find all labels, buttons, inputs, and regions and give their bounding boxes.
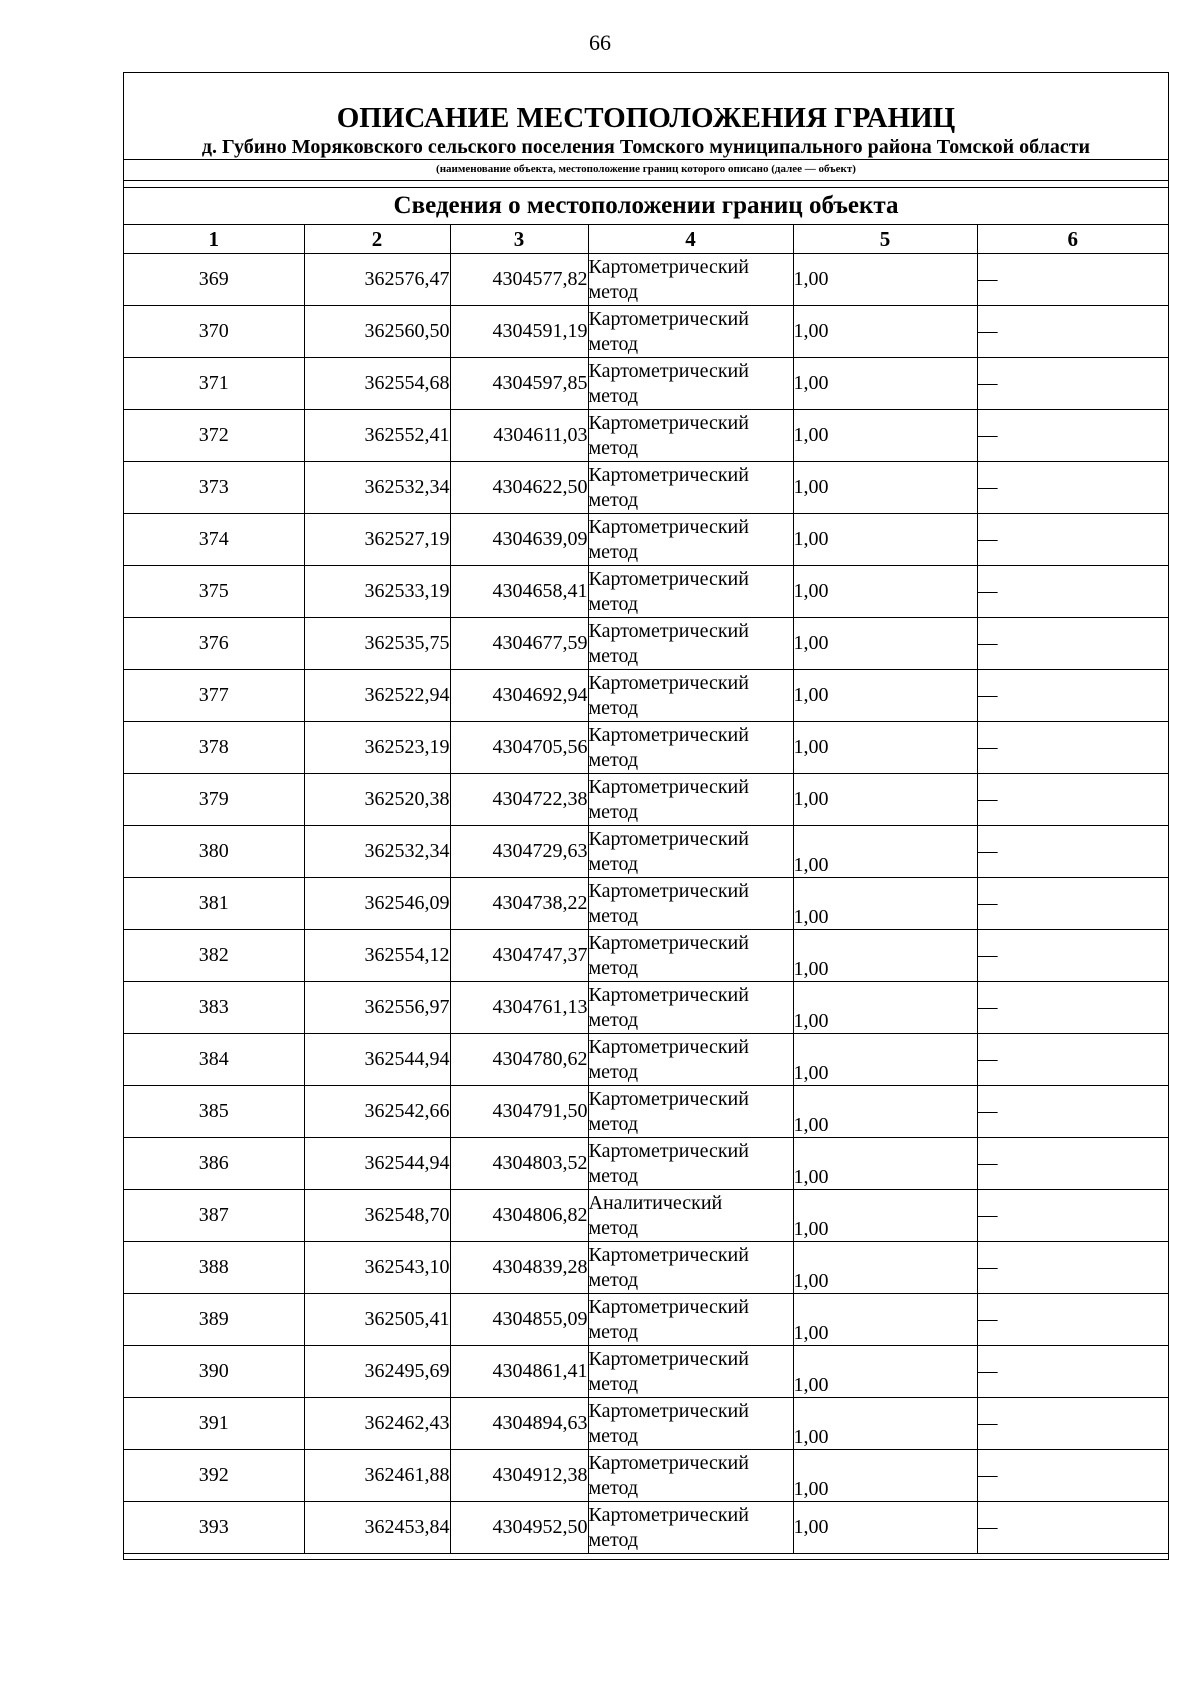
method-name: Картометрический bbox=[588, 1035, 749, 1058]
method-name: Картометрический bbox=[588, 1503, 749, 1526]
point-number-cell: 381 bbox=[124, 878, 304, 930]
column-header: 1 bbox=[124, 225, 304, 254]
description-cell: — bbox=[977, 1034, 1168, 1086]
method-word: метод bbox=[588, 904, 639, 927]
method-cell bbox=[588, 1294, 793, 1346]
point-number-cell: 370 bbox=[124, 306, 304, 358]
method-word: метод bbox=[588, 540, 639, 563]
description-cell: — bbox=[977, 618, 1168, 670]
description-cell: — bbox=[977, 1242, 1168, 1294]
point-number-cell: 388 bbox=[124, 1242, 304, 1294]
point-number-cell: 389 bbox=[124, 1294, 304, 1346]
method-name: Картометрический bbox=[588, 619, 749, 642]
method-word: метод bbox=[588, 852, 639, 875]
method-cell bbox=[588, 722, 793, 774]
x-coordinate-cell: 362520,38 bbox=[304, 774, 450, 826]
precision-cell: 1,00 bbox=[793, 618, 977, 670]
method-cell bbox=[588, 462, 793, 514]
point-number-cell: 369 bbox=[124, 254, 304, 306]
point-number-cell: 386 bbox=[124, 1138, 304, 1190]
method-word: метод bbox=[588, 1216, 639, 1239]
description-cell: — bbox=[977, 1086, 1168, 1138]
table-row bbox=[124, 982, 1168, 1034]
point-number-cell: 387 bbox=[124, 1190, 304, 1242]
table-row bbox=[124, 1450, 1168, 1502]
point-number-cell: 393 bbox=[124, 1502, 304, 1554]
method-cell bbox=[588, 774, 793, 826]
method-word: метод bbox=[588, 1164, 639, 1187]
document-title: ОПИСАНИЕ МЕСТОПОЛОЖЕНИЯ ГРАНИЦ bbox=[336, 102, 956, 134]
method-word: метод bbox=[588, 1424, 639, 1447]
method-name: Картометрический bbox=[588, 983, 749, 1006]
method-name: Картометрический bbox=[588, 359, 749, 382]
y-coordinate-cell: 4304861,41 bbox=[450, 1346, 588, 1398]
table-row bbox=[124, 462, 1168, 514]
table-row bbox=[124, 410, 1168, 462]
precision-cell: 1,00 bbox=[793, 1190, 977, 1242]
point-number-cell: 392 bbox=[124, 1450, 304, 1502]
y-coordinate-cell: 4304803,52 bbox=[450, 1138, 588, 1190]
description-cell: — bbox=[977, 670, 1168, 722]
table-row bbox=[124, 1502, 1168, 1554]
method-word: метод bbox=[588, 1060, 639, 1083]
point-number-cell: 390 bbox=[124, 1346, 304, 1398]
description-cell: — bbox=[977, 566, 1168, 618]
table-header-row bbox=[124, 225, 1168, 254]
x-coordinate-cell: 362554,68 bbox=[304, 358, 450, 410]
x-coordinate-cell: 362522,94 bbox=[304, 670, 450, 722]
x-coordinate-cell: 362556,97 bbox=[304, 982, 450, 1034]
method-name: Картометрический bbox=[588, 411, 749, 434]
point-number-cell: 372 bbox=[124, 410, 304, 462]
method-name: Картометрический bbox=[588, 1347, 749, 1370]
method-cell bbox=[588, 1190, 793, 1242]
point-number-cell: 377 bbox=[124, 670, 304, 722]
precision-cell: 1,00 bbox=[793, 1034, 977, 1086]
table-row bbox=[124, 1242, 1168, 1294]
x-coordinate-cell: 362548,70 bbox=[304, 1190, 450, 1242]
method-word: метод bbox=[588, 748, 639, 771]
method-cell bbox=[588, 514, 793, 566]
method-name: Картометрический bbox=[588, 931, 749, 954]
point-number-cell: 384 bbox=[124, 1034, 304, 1086]
description-cell: — bbox=[977, 826, 1168, 878]
precision-cell: 1,00 bbox=[793, 254, 977, 306]
precision-cell: 1,00 bbox=[793, 1086, 977, 1138]
description-cell: — bbox=[977, 306, 1168, 358]
precision-cell: 1,00 bbox=[793, 1398, 977, 1450]
method-word: метод bbox=[588, 956, 639, 979]
method-word: метод bbox=[588, 696, 639, 719]
x-coordinate-cell: 362533,19 bbox=[304, 566, 450, 618]
column-header: 4 bbox=[588, 225, 793, 254]
description-cell: — bbox=[977, 930, 1168, 982]
x-coordinate-cell: 362535,75 bbox=[304, 618, 450, 670]
table-row bbox=[124, 358, 1168, 410]
x-coordinate-cell: 362552,41 bbox=[304, 410, 450, 462]
point-number-cell: 379 bbox=[124, 774, 304, 826]
y-coordinate-cell: 4304912,38 bbox=[450, 1450, 588, 1502]
precision-cell: 1,00 bbox=[793, 306, 977, 358]
method-word: метод bbox=[588, 644, 639, 667]
x-coordinate-cell: 362462,43 bbox=[304, 1398, 450, 1450]
y-coordinate-cell: 4304747,37 bbox=[450, 930, 588, 982]
object-name-caption: (наименование объекта, местоположение границ которого описано (далее — объект) bbox=[436, 163, 856, 175]
method-cell bbox=[588, 1346, 793, 1398]
method-cell bbox=[588, 826, 793, 878]
boundary-description-frame bbox=[123, 72, 1169, 1560]
description-cell: — bbox=[977, 358, 1168, 410]
table-row bbox=[124, 826, 1168, 878]
method-word: метод bbox=[588, 280, 639, 303]
method-name: Картометрический bbox=[588, 567, 749, 590]
method-cell bbox=[588, 1086, 793, 1138]
precision-cell: 1,00 bbox=[793, 566, 977, 618]
table-row bbox=[124, 1346, 1168, 1398]
method-name: Картометрический bbox=[588, 671, 749, 694]
precision-cell: 1,00 bbox=[793, 826, 977, 878]
table-row bbox=[124, 1398, 1168, 1450]
method-word: метод bbox=[588, 1112, 639, 1135]
description-cell: — bbox=[977, 878, 1168, 930]
precision-cell: 1,00 bbox=[793, 1502, 977, 1554]
object-name: д. Губино Моряковского сельского поселения Томского муниципального района Томской области bbox=[124, 135, 1168, 160]
table-row bbox=[124, 566, 1168, 618]
precision-cell: 1,00 bbox=[793, 1138, 977, 1190]
method-name: Картометрический bbox=[588, 515, 749, 538]
method-name: Картометрический bbox=[588, 1139, 749, 1162]
x-coordinate-cell: 362544,94 bbox=[304, 1138, 450, 1190]
method-word: метод bbox=[588, 592, 639, 615]
method-word: метод bbox=[588, 1476, 639, 1499]
column-header: 6 bbox=[977, 225, 1168, 254]
method-name: Картометрический bbox=[588, 775, 749, 798]
method-name: Картометрический bbox=[588, 723, 749, 746]
precision-cell: 1,00 bbox=[793, 410, 977, 462]
precision-cell: 1,00 bbox=[793, 930, 977, 982]
description-cell: — bbox=[977, 1294, 1168, 1346]
table-row bbox=[124, 774, 1168, 826]
method-word: метод bbox=[588, 332, 639, 355]
y-coordinate-cell: 4304705,56 bbox=[450, 722, 588, 774]
table-row bbox=[124, 1086, 1168, 1138]
method-cell bbox=[588, 358, 793, 410]
method-cell bbox=[588, 566, 793, 618]
method-word: метод bbox=[588, 1320, 639, 1343]
method-word: метод bbox=[588, 1008, 639, 1031]
y-coordinate-cell: 4304738,22 bbox=[450, 878, 588, 930]
point-number-cell: 380 bbox=[124, 826, 304, 878]
point-number-cell: 375 bbox=[124, 566, 304, 618]
description-cell: — bbox=[977, 1450, 1168, 1502]
table-row bbox=[124, 1034, 1168, 1086]
precision-cell: 1,00 bbox=[793, 722, 977, 774]
x-coordinate-cell: 362546,09 bbox=[304, 878, 450, 930]
precision-cell: 1,00 bbox=[793, 1242, 977, 1294]
description-cell: — bbox=[977, 1190, 1168, 1242]
description-cell: — bbox=[977, 1398, 1168, 1450]
y-coordinate-cell: 4304597,85 bbox=[450, 358, 588, 410]
precision-cell: 1,00 bbox=[793, 670, 977, 722]
table-row bbox=[124, 722, 1168, 774]
method-name: Картометрический bbox=[588, 1399, 749, 1422]
method-name: Картометрический bbox=[588, 1295, 749, 1318]
precision-cell: 1,00 bbox=[793, 1294, 977, 1346]
table-row bbox=[124, 1138, 1168, 1190]
precision-cell: 1,00 bbox=[793, 774, 977, 826]
description-cell: — bbox=[977, 774, 1168, 826]
y-coordinate-cell: 4304722,38 bbox=[450, 774, 588, 826]
method-name: Картометрический bbox=[588, 463, 749, 486]
point-number-cell: 376 bbox=[124, 618, 304, 670]
table-row bbox=[124, 670, 1168, 722]
method-cell bbox=[588, 670, 793, 722]
point-number-cell: 382 bbox=[124, 930, 304, 982]
description-cell: — bbox=[977, 410, 1168, 462]
method-cell bbox=[588, 878, 793, 930]
description-cell: — bbox=[977, 722, 1168, 774]
y-coordinate-cell: 4304677,59 bbox=[450, 618, 588, 670]
table-body bbox=[124, 254, 1168, 1554]
coordinates-table bbox=[124, 225, 1168, 1554]
description-cell: — bbox=[977, 514, 1168, 566]
x-coordinate-cell: 362453,84 bbox=[304, 1502, 450, 1554]
y-coordinate-cell: 4304692,94 bbox=[450, 670, 588, 722]
y-coordinate-cell: 4304791,50 bbox=[450, 1086, 588, 1138]
method-name: Аналитический bbox=[588, 1191, 723, 1214]
description-cell: — bbox=[977, 1502, 1168, 1554]
x-coordinate-cell: 362527,19 bbox=[304, 514, 450, 566]
precision-cell: 1,00 bbox=[793, 878, 977, 930]
y-coordinate-cell: 4304839,28 bbox=[450, 1242, 588, 1294]
x-coordinate-cell: 362544,94 bbox=[304, 1034, 450, 1086]
method-cell bbox=[588, 306, 793, 358]
x-coordinate-cell: 362523,19 bbox=[304, 722, 450, 774]
table-row bbox=[124, 514, 1168, 566]
table-row bbox=[124, 1190, 1168, 1242]
precision-cell: 1,00 bbox=[793, 462, 977, 514]
method-word: метод bbox=[588, 384, 639, 407]
method-cell bbox=[588, 1034, 793, 1086]
method-cell bbox=[588, 1502, 793, 1554]
description-cell: — bbox=[977, 982, 1168, 1034]
column-header: 3 bbox=[450, 225, 588, 254]
method-cell bbox=[588, 1242, 793, 1294]
y-coordinate-cell: 4304761,13 bbox=[450, 982, 588, 1034]
description-cell: — bbox=[977, 1138, 1168, 1190]
table-row bbox=[124, 930, 1168, 982]
precision-cell: 1,00 bbox=[793, 982, 977, 1034]
method-cell bbox=[588, 618, 793, 670]
precision-cell: 1,00 bbox=[793, 358, 977, 410]
method-cell bbox=[588, 254, 793, 306]
method-cell bbox=[588, 982, 793, 1034]
description-cell: — bbox=[977, 254, 1168, 306]
y-coordinate-cell: 4304780,62 bbox=[450, 1034, 588, 1086]
table-row bbox=[124, 1294, 1168, 1346]
x-coordinate-cell: 362576,47 bbox=[304, 254, 450, 306]
method-word: метод bbox=[588, 1528, 639, 1551]
method-cell bbox=[588, 1138, 793, 1190]
precision-cell: 1,00 bbox=[793, 1346, 977, 1398]
method-name: Картометрический bbox=[588, 1243, 749, 1266]
y-coordinate-cell: 4304894,63 bbox=[450, 1398, 588, 1450]
method-word: метод bbox=[588, 1372, 639, 1395]
y-coordinate-cell: 4304658,41 bbox=[450, 566, 588, 618]
method-cell bbox=[588, 410, 793, 462]
method-name: Картометрический bbox=[588, 307, 749, 330]
point-number-cell: 373 bbox=[124, 462, 304, 514]
method-cell bbox=[588, 930, 793, 982]
y-coordinate-cell: 4304729,63 bbox=[450, 826, 588, 878]
method-word: метод bbox=[588, 488, 639, 511]
point-number-cell: 383 bbox=[124, 982, 304, 1034]
method-cell bbox=[588, 1450, 793, 1502]
x-coordinate-cell: 362554,12 bbox=[304, 930, 450, 982]
y-coordinate-cell: 4304952,50 bbox=[450, 1502, 588, 1554]
method-name: Картометрический bbox=[588, 827, 749, 850]
point-number-cell: 385 bbox=[124, 1086, 304, 1138]
precision-cell: 1,00 bbox=[793, 1450, 977, 1502]
table-row bbox=[124, 618, 1168, 670]
table-row bbox=[124, 878, 1168, 930]
x-coordinate-cell: 362532,34 bbox=[304, 462, 450, 514]
y-coordinate-cell: 4304639,09 bbox=[450, 514, 588, 566]
method-name: Картометрический bbox=[588, 879, 749, 902]
page-number: 66 bbox=[589, 30, 611, 55]
x-coordinate-cell: 362532,34 bbox=[304, 826, 450, 878]
point-number-cell: 371 bbox=[124, 358, 304, 410]
column-header: 2 bbox=[304, 225, 450, 254]
y-coordinate-cell: 4304591,19 bbox=[450, 306, 588, 358]
table-row bbox=[124, 254, 1168, 306]
table-row bbox=[124, 306, 1168, 358]
method-name: Картометрический bbox=[588, 1087, 749, 1110]
point-number-cell: 374 bbox=[124, 514, 304, 566]
document-header bbox=[124, 73, 1168, 181]
point-number-cell: 378 bbox=[124, 722, 304, 774]
y-coordinate-cell: 4304622,50 bbox=[450, 462, 588, 514]
description-cell: — bbox=[977, 1346, 1168, 1398]
y-coordinate-cell: 4304855,09 bbox=[450, 1294, 588, 1346]
method-word: метод bbox=[588, 800, 639, 823]
method-word: метод bbox=[588, 436, 639, 459]
x-coordinate-cell: 362495,69 bbox=[304, 1346, 450, 1398]
y-coordinate-cell: 4304806,82 bbox=[450, 1190, 588, 1242]
y-coordinate-cell: 4304577,82 bbox=[450, 254, 588, 306]
method-cell bbox=[588, 1398, 793, 1450]
method-name: Картометрический bbox=[588, 1451, 749, 1474]
x-coordinate-cell: 362542,66 bbox=[304, 1086, 450, 1138]
y-coordinate-cell: 4304611,03 bbox=[450, 410, 588, 462]
x-coordinate-cell: 362560,50 bbox=[304, 306, 450, 358]
column-header: 5 bbox=[793, 225, 977, 254]
point-number-cell: 391 bbox=[124, 1398, 304, 1450]
description-cell: — bbox=[977, 462, 1168, 514]
method-word: метод bbox=[588, 1268, 639, 1291]
x-coordinate-cell: 362543,10 bbox=[304, 1242, 450, 1294]
precision-cell: 1,00 bbox=[793, 514, 977, 566]
x-coordinate-cell: 362461,88 bbox=[304, 1450, 450, 1502]
section-title: Сведения о местоположении границ объекта bbox=[124, 187, 1168, 225]
method-name: Картометрический bbox=[588, 255, 749, 278]
x-coordinate-cell: 362505,41 bbox=[304, 1294, 450, 1346]
